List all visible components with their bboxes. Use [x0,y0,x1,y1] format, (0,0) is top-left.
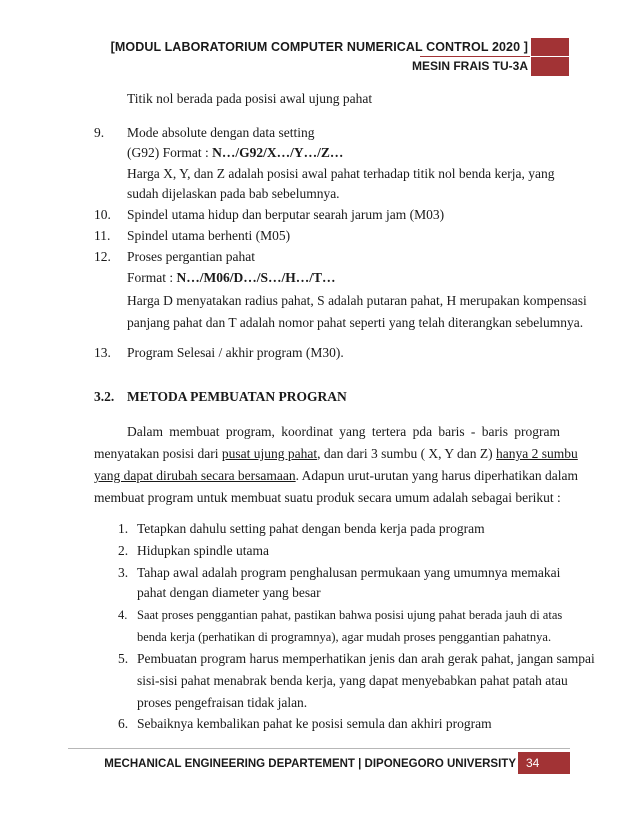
paragraph-line [94,446,578,462]
format-code: N…/G92/X…/Y…/Z… [212,145,344,160]
underlined-text: pusat ujung pahat [221,446,318,461]
item-description: sudah dijelaskan pada bab sebelumnya. [127,186,340,201]
item-title: Mode absolute dengan data setting [127,125,315,140]
item-title: Program Selesai / akhir program (M30). [127,345,344,360]
format-code: N…/M06/D…/S…/H…/T… [176,270,336,285]
step-text: Tetapkan dahulu setting pahat dengan benda kerja pada program [137,521,485,536]
step-text: sisi-sisi pahat menabrak benda kerja, yang dapat menyebabkan pahat patah atau [137,673,568,688]
step-text: Hidupkan spindle utama [137,543,269,558]
header-accent-block-top [531,38,569,56]
page-number: 34 [518,752,570,774]
paragraph-text: . Adapun urut-urutan yang harus diperhatikan dalam [295,468,578,483]
footer-rule [68,748,570,749]
step-text: Pembuatan program harus memperhatikan jenis dan arah gerak pahat, jangan sampai [137,651,595,666]
item-title: Proses pergantian pahat [127,249,255,264]
footer-department: MECHANICAL ENGINEERING DEPARTEMENT | DIPONEGORO UNIVERSITY [104,758,516,770]
step-text: Sebaiknya kembalikan pahat ke posisi semula dan akhiri program [137,716,492,731]
item-description: panjang pahat dan T adalah nomor pahat seperti yang telah diterangkan sebelumnya. [127,315,584,330]
underlined-text: hanya 2 sumbu [496,446,578,461]
item-description: Harga D menyatakan radius pahat, S adalah putaran pahat, H merupakan kompensasi [127,293,587,308]
header-title: [MODUL LABORATORIUM COMPUTER NUMERICAL CONTROL 2020 ] [110,40,528,54]
step-text: Saat proses penggantian pahat, pastikan bahwa posisi ujung pahat berada jauh di atas [137,608,563,622]
step-number: 5. [118,651,129,666]
item-number: 12. [94,249,111,264]
item-number: 10. [94,207,111,222]
item-description: Harga X, Y, dan Z adalah posisi awal pahat terhadap titik nol benda kerja, yang [127,166,555,181]
format-prefix: (G92) Format : [127,145,213,160]
paragraph-text: menyatakan posisi dari [94,446,222,461]
item-title: Spindel utama berhenti (M05) [127,228,291,243]
item-number: 9. [94,125,105,140]
header-subtitle: MESIN FRAIS TU-3A [411,59,528,73]
paragraph-line [94,468,578,484]
step-text: proses pengefraisan tidak jalan. [137,695,308,710]
paragraph-line: Dalam membuat program, koordinat yang tertera pda baris - baris program [127,424,560,439]
step-text: Tahap awal adalah program penghalusan permukaan yang umumnya memakai [137,565,561,580]
step-number: 3. [118,565,129,580]
item-format [127,270,336,286]
item-format [127,145,343,161]
step-number: 1. [118,521,129,536]
paragraph-text: , dan dari 3 sumbu ( X, Y dan Z) [317,446,497,461]
header-accent-block-bottom [531,57,569,76]
section-number: 3.2. [94,389,115,404]
step-text: pahat dengan diameter yang besar [137,585,321,600]
format-prefix: Format : [127,270,177,285]
paragraph-line: membuat program untuk membuat suatu produk secara umum adalah sebagai berikut : [94,490,561,505]
step-number: 6. [118,716,129,731]
underlined-text: yang dapat dirubah secara bersamaan [94,468,296,483]
item-number: 13. [94,345,111,360]
item-number: 11. [94,228,111,243]
step-number: 2. [118,543,129,558]
intro-line: Titik nol berada pada posisi awal ujung pahat [127,91,373,106]
item-title: Spindel utama hidup dan berputar searah jarum jam (M03) [127,207,445,222]
section-title: METODA PEMBUATAN PROGRAN [127,389,347,404]
header-rule [420,56,530,57]
step-number: 4. [118,608,128,622]
step-text: benda kerja (perhatikan di programnya), agar mudah proses penggantian pahatnya. [137,630,552,644]
